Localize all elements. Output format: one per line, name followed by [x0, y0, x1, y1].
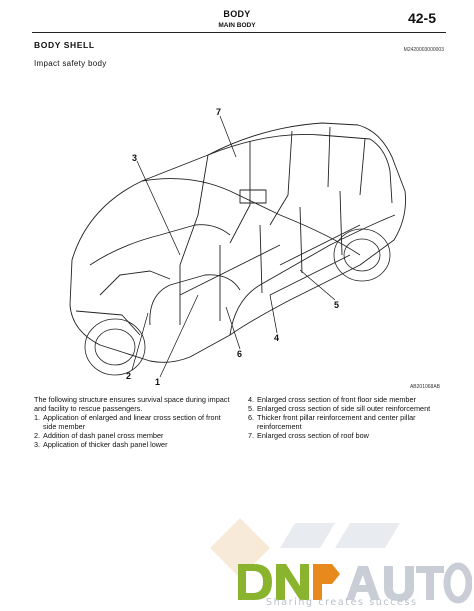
callout-6: 6	[237, 349, 243, 359]
callout-3: 3	[132, 153, 138, 163]
list-item: 7. Enlarged cross section of roof bow	[248, 431, 369, 440]
car-outline	[70, 123, 406, 362]
callout-7: 7	[216, 107, 222, 117]
list-item: 3. Application of thicker dash panel lower	[34, 440, 168, 449]
watermark-wordmark	[238, 564, 469, 601]
callout-leaders	[132, 116, 335, 377]
list-item: 4. Enlarged cross section of front floor side member	[248, 395, 416, 404]
callout-5: 5	[334, 300, 340, 310]
watermark-tagline: Sharing creates success	[266, 597, 418, 608]
feature-list-right	[248, 395, 448, 440]
list-item: 6. Thicker front pillar reinforcement and center pillar reinforcement	[248, 413, 416, 431]
left-column	[34, 395, 230, 449]
figure-id: AB201068AB	[409, 384, 440, 390]
callout-4: 4	[274, 333, 280, 343]
watermark-logo	[200, 508, 472, 608]
section-title: BODY SHELL	[34, 40, 95, 50]
page-number: 42-5	[407, 10, 436, 26]
list-item: 1. Application of enlarged and linear cross section of front side member	[34, 413, 221, 431]
list-item: 5. Enlarged cross section of side sill outer reinforcement	[248, 404, 431, 413]
document-id: M2420003000003	[403, 47, 444, 53]
callout-1: 1	[155, 377, 161, 385]
callout-2: 2	[126, 371, 132, 381]
list-item: 2. Addition of dash panel cross member	[34, 431, 164, 440]
header-subtitle: MAIN BODY	[218, 22, 256, 29]
header-divider	[32, 32, 446, 33]
subsection-title: Impact safety body	[34, 59, 107, 68]
header-title: BODY	[223, 9, 251, 19]
feature-list-left	[34, 413, 230, 449]
body-shell-diagram	[30, 95, 440, 385]
intro-paragraph: The following structure ensures survival space during impact and facility to rescue passengers.	[34, 395, 230, 413]
right-column	[248, 395, 448, 440]
